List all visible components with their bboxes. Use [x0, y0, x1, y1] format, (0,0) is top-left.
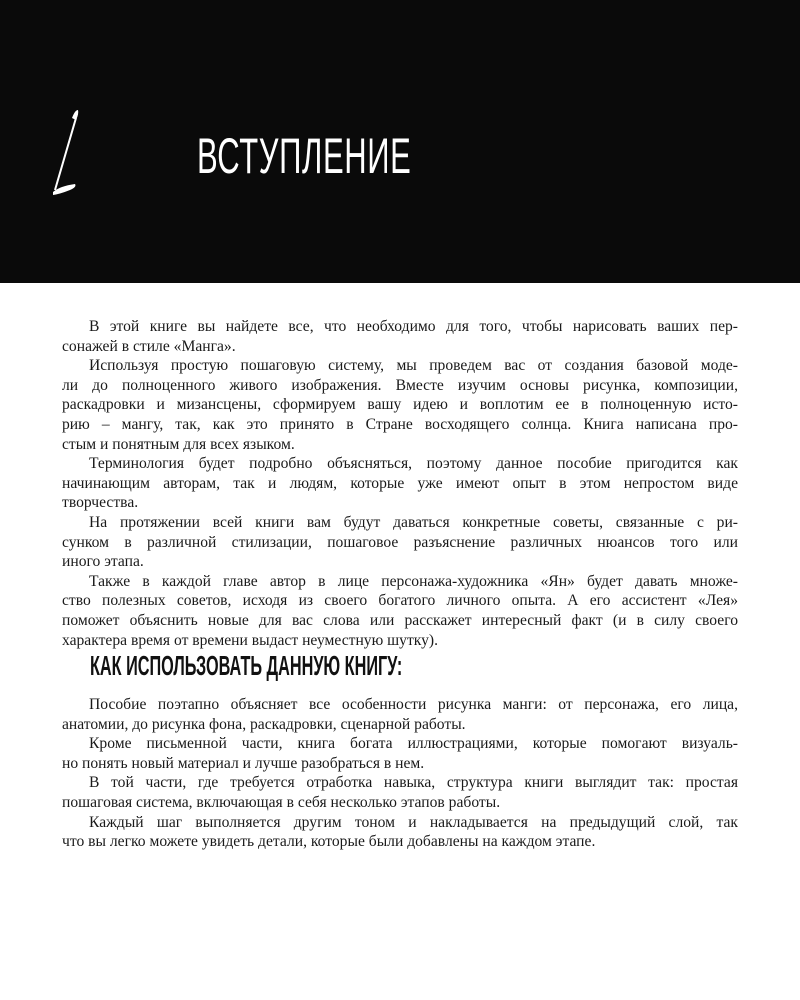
section-heading: КАК ИСПОЛЬЗОВАТЬ ДАННУЮ КНИГУ:: [90, 650, 403, 681]
text-line: Пособие поэтапно объясняет все особенности рисунка манги: от персонажа, его лица,: [89, 696, 738, 713]
text-line: ство полезных советов, исходя из своего богатого личного опыта. А его ассистент «Лея»: [62, 592, 738, 610]
text-line: Кроме письменной части, книга богата иллюстрациями, которые помогают визуаль-: [89, 735, 738, 753]
brush-stroke-icon: [50, 80, 130, 200]
text-line: Используя простую пошаговую систему, мы проведем вас от создания базовой моде-: [89, 357, 738, 375]
paragraph: [62, 454, 738, 513]
text-line: На протяжении всей книги вам будут даваться конкретные советы, связанные с ри-: [89, 513, 738, 531]
text-line: поможет объяснить новые для вас слова или расскажет интересный факт (и в силу своего: [62, 611, 738, 629]
text-line: сунком в различной стилизации, пошаговое разъяснение различных нюансов того или: [62, 533, 738, 551]
text-line: Терминология будет подробно объясняться, поэтому данное пособие пригодится как: [89, 455, 738, 473]
text-line: творчества.: [62, 494, 139, 512]
usage-text: [62, 695, 738, 852]
text-line: начинающим авторам, так и людям, которые уже имеют опыт в этом непростом виде: [62, 474, 738, 492]
header-band: [0, 0, 800, 283]
text-line: рию – мангу, так, как это принято в Стране восходящего солнца. Книга написана про-: [62, 415, 738, 433]
paragraph: [62, 813, 738, 852]
paragraph: [62, 773, 738, 812]
paragraph: [62, 695, 738, 734]
text-line: стым и понятным для всех языком.: [62, 435, 295, 453]
text-line: В той части, где требуется отработка навыка, структура книги выглядит так: простая: [89, 774, 738, 792]
text-line: ли до полноценного живого изображения. Вместе изучим основы рисунка, композиции,: [62, 376, 738, 394]
text-line: Каждый шаг выполняется другим тоном и накладывается на предыдущий слой, так: [89, 813, 738, 831]
page-title: ВСТУПЛЕНИЕ: [197, 128, 412, 184]
text-line: В этой книге вы найдете все, что необходимо для того, чтобы нарисовать ваших пер-: [89, 318, 738, 335]
text-line: но понять новый материал и лучше разобраться в нем.: [62, 754, 425, 772]
text-line: раскадровки и мизансцены, сформируем вашу идею и воплотим ее в полноценную исто-: [62, 396, 738, 414]
paragraph: [62, 317, 738, 356]
paragraph: [62, 734, 738, 773]
text-line: характера время от времени выдаст неуместную шутку).: [62, 631, 439, 649]
intro-text: [62, 317, 738, 650]
text-line: что вы легко можете увидеть детали, которые были добавлены на каждом этапе.: [62, 833, 596, 851]
text-line: Также в каждой главе автор в лице персонажа-художника «Ян» будет давать множе-: [89, 572, 738, 590]
text-line: анатомии, до рисунка фона, раскадровки, сценарной работы.: [62, 715, 466, 733]
text-line: пошаговая система, включающая в себя несколько этапов работы.: [62, 793, 501, 811]
paragraph: [62, 572, 738, 650]
text-line: сонажей в стиле «Манга».: [62, 337, 236, 355]
text-line: иного этапа.: [62, 553, 144, 571]
paragraph: [62, 356, 738, 454]
paragraph: [62, 513, 738, 572]
